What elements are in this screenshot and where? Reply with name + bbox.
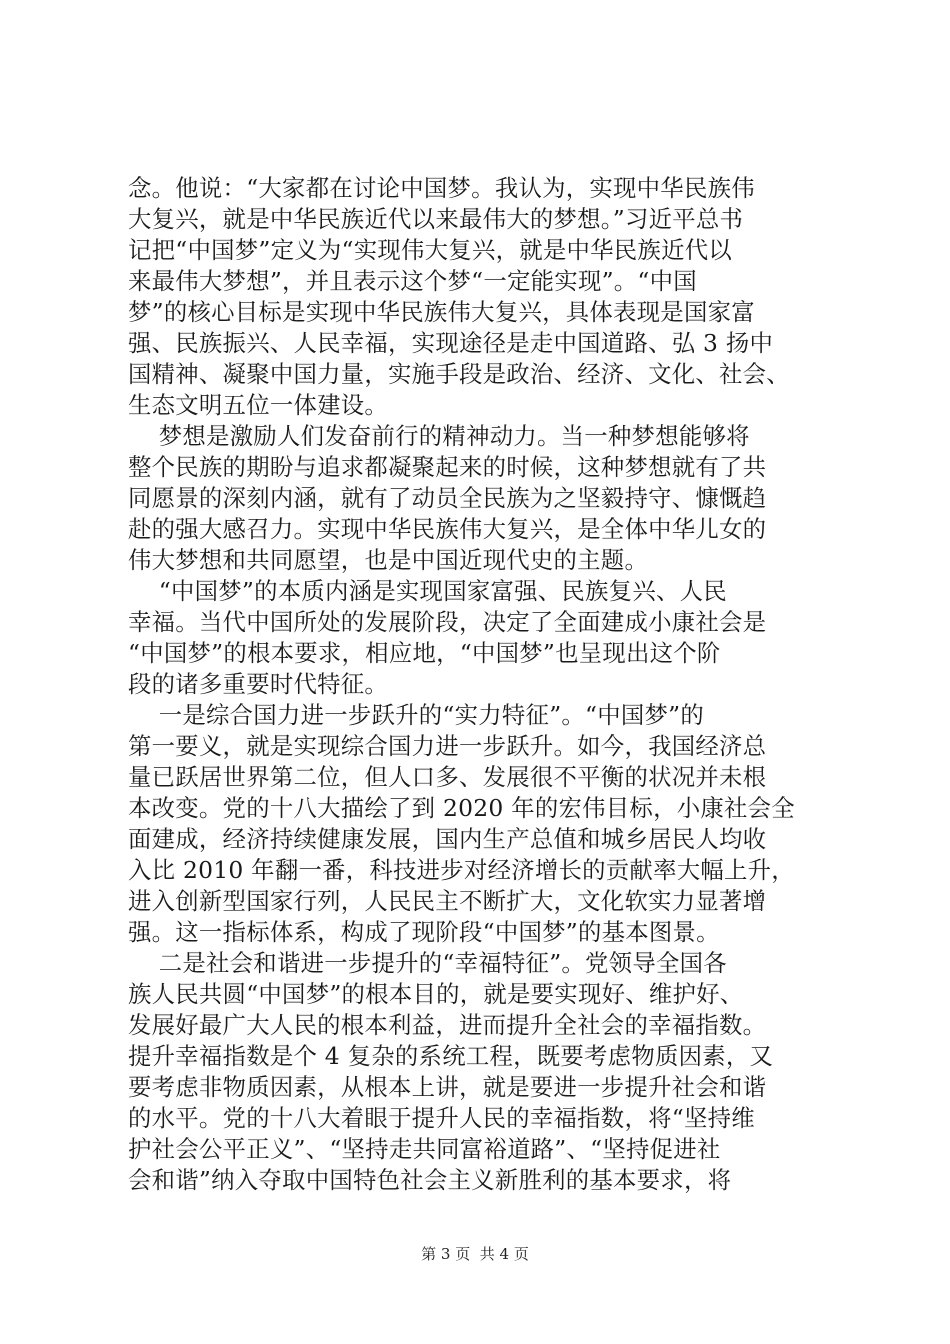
text-line: 的水平。党的十八大着眼于提升人民的幸福指数，将“坚持维 [128,1104,755,1132]
text-line: 会和谐”纳入夺取中国特色社会主义新胜利的基本要求，将 [128,1166,732,1194]
text-line: 进入创新型国家行列，人民民主不断扩大，文化软实力显著增 [128,887,767,915]
text-line: 护社会公平正义”、“坚持走共同富裕道路”、“坚持促进社 [128,1135,721,1163]
page-footer [0,1244,950,1264]
text-line: 赴的强大感召力。实现中华民族伟大复兴，是全体中华儿女的 [128,515,767,543]
text-line: 同愿景的深刻内涵，就有了动员全民族为之坚毅持守、慷慨趋 [128,484,767,512]
text-line: 本改变。党的十八大描绘了到 2020 年的宏伟目标，小康社会全 [128,794,795,822]
text-line: 强、民族振兴、人民幸福，实现途径是走中国道路、弘 3 扬中 [128,329,774,357]
text-line: 提升幸福指数是个 4 复杂的系统工程，既要考虑物质因素，又 [128,1042,774,1070]
page-number-label: 第 3 页 共 4 页 [421,1245,529,1263]
text-line: “中国梦”的本质内涵是实现国家富强、民族复兴、人民 [128,577,727,605]
text-line: 面建成，经济持续健康发展，国内生产总值和城乡居民人均收 [128,825,767,853]
text-line: 要考虑非物质因素，从根本上讲，就是要进一步提升社会和谐 [128,1073,767,1101]
text-line: 念。他说：“大家都在讨论中国梦。我认为，实现中华民族伟 [128,174,755,202]
text-line: 第一要义，就是实现综合国力进一步跃升。如今，我国经济总 [128,732,767,760]
text-line: 整个民族的期盼与追求都凝聚起来的时候，这种梦想就有了共 [128,453,767,481]
text-line: 记把“中国梦”定义为“实现伟大复兴，就是中华民族近代以 [128,236,732,264]
text-line: 强。这一指标体系，构成了现阶段“中国梦”的基本图景。 [128,918,720,946]
text-line: 梦想是激励人们发奋前行的精神动力。当一种梦想能够将 [128,422,750,450]
text-line: 伟大梦想和共同愿望，也是中国近现代史的主题。 [128,546,649,574]
text-line: 生态文明五位一体建设。 [128,391,389,419]
text-line: 族人民共圆“中国梦”的根本目的，就是要实现好、维护好、 [128,980,744,1008]
text-line: 大复兴，就是中华民族近代以来最伟大的梦想。”习近平总书 [128,205,744,233]
text-line: 幸福。当代中国所处的发展阶段，决定了全面建成小康社会是 [128,608,767,636]
text-line: 来最伟大梦想”，并且表示这个梦“一定能实现”。“中国 [128,267,697,295]
text-line: 国精神、凝聚中国力量，实施手段是政治、经济、文化、社会、 [128,360,790,388]
text-line: “中国梦”的根本要求，相应地，“中国梦”也呈现出这个阶 [128,639,721,667]
text-line: 一是综合国力进一步跃升的“实力特征”。“中国梦”的 [128,701,705,729]
text-line: 段的诸多重要时代特征。 [128,670,389,698]
body-text [128,173,830,1196]
text-line: 发展好最广大人民的根本利益，进而提升全社会的幸福指数。 [128,1011,767,1039]
text-line: 入比 2010 年翻一番，科技进步对经济增长的贡献率大幅上升， [128,856,795,884]
text-line: 二是社会和谐进一步提升的“幸福特征”。党领导全国各 [128,949,727,977]
text-line: 量已跃居世界第二位，但人口多、发展很不平衡的状况并未根 [128,763,767,791]
text-line: 梦”的核心目标是实现中华民族伟大复兴，具体表现是国家富 [128,298,755,326]
